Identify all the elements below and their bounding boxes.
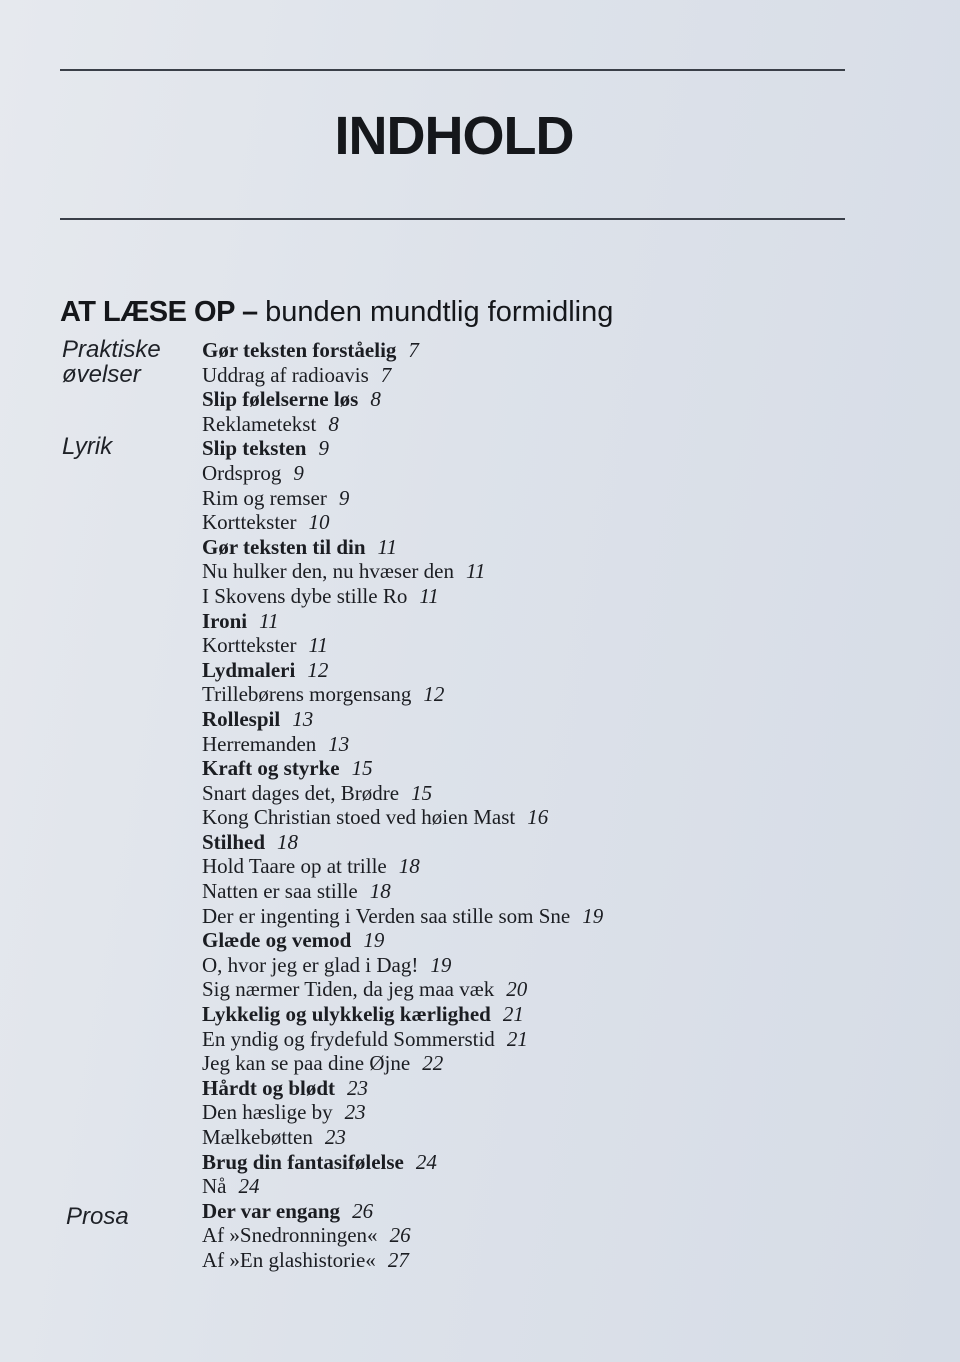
- toc-entry: [202, 977, 603, 1002]
- toc-entry: [202, 633, 603, 658]
- toc-entry-page-number: 21: [502, 1002, 524, 1027]
- toc-entry-title: Lydmaleri: [202, 657, 296, 682]
- toc-entry: [202, 682, 603, 707]
- toc-entry: [202, 535, 603, 560]
- toc-entry-title: Gør teksten til din: [202, 534, 366, 559]
- toc-entry: [202, 436, 603, 461]
- toc-entry-page-number: 9: [318, 436, 329, 461]
- toc-entry-page-number: 9: [338, 485, 350, 510]
- toc-entry: [202, 1002, 603, 1027]
- toc-entry-title: Mælkebøtten: [202, 1125, 313, 1149]
- toc-entry-page-number: 19: [430, 952, 452, 977]
- category-praktiske-line2: øvelser: [62, 361, 141, 388]
- toc-entry-page-number: 18: [277, 829, 299, 854]
- toc-entry-page-number: 11: [308, 633, 328, 658]
- toc-entry: [202, 854, 603, 879]
- toc-entry-title: Lykkelig og ulykkelig kærlighed: [202, 1002, 491, 1027]
- toc-entry-title: Ordsprog: [202, 460, 282, 485]
- section-heading-subtitle: bunden mundtlig formidling: [265, 296, 614, 328]
- toc-entry-page-number: 19: [582, 903, 604, 928]
- toc-entry-page-number: 18: [398, 854, 420, 879]
- toc-entry-page-number: 8: [328, 411, 339, 436]
- toc-entry: [202, 510, 603, 535]
- toc-entry-page-number: 23: [347, 1075, 369, 1100]
- toc-entry-page-number: 24: [238, 1174, 260, 1199]
- toc-entry-title: Ironi: [202, 608, 248, 633]
- toc-entry-title: Nå: [202, 1174, 227, 1199]
- toc-entry-page-number: 11: [465, 559, 486, 584]
- toc-entry-title: En yndig og frydefuld Sommerstid: [202, 1026, 495, 1051]
- toc-entry-title: Korttekster: [202, 633, 297, 658]
- toc-entry: [202, 387, 603, 412]
- toc-entry: [202, 904, 603, 929]
- toc-entry-title: Den hæslige by: [202, 1100, 333, 1125]
- toc-entry-page-number: 19: [363, 928, 385, 953]
- toc-entry-page-number: 22: [422, 1051, 444, 1076]
- toc-entry: [202, 1199, 603, 1224]
- toc-entry-title: Korttekster: [202, 510, 297, 535]
- toc-entry-page-number: 12: [423, 682, 445, 707]
- toc-entry-title: Hårdt og blødt: [202, 1075, 336, 1100]
- toc-entry: [202, 830, 603, 855]
- toc-entry-title: Stilhed: [202, 829, 266, 854]
- toc-entry-title: I Skovens dybe stille Ro: [202, 583, 408, 608]
- toc-entry-title: Snart dages det, Brødre: [202, 780, 400, 805]
- toc-entry: [202, 486, 603, 511]
- toc-entry: [202, 805, 603, 830]
- toc-entry: [202, 559, 603, 584]
- toc-entry-page-number: 24: [415, 1149, 437, 1174]
- toc-entry-title: Glæde og vemod: [202, 928, 352, 953]
- toc-entry: [202, 1174, 603, 1199]
- title-underline-rule: [60, 218, 845, 220]
- toc-entry-page-number: 11: [259, 608, 279, 633]
- toc-entry: [202, 1051, 603, 1076]
- toc-entry-title: Sig nærmer Tiden, da jeg maa væk: [202, 977, 495, 1002]
- toc-entry-title: Kraft og styrke: [202, 756, 340, 781]
- toc-entry-page-number: 16: [527, 805, 549, 830]
- toc-entry-title: Af »En glashistorie«: [202, 1247, 376, 1272]
- toc-entry-page-number: 18: [369, 879, 391, 904]
- toc-entries-list: [202, 338, 603, 1273]
- toc-entry: [202, 363, 603, 388]
- toc-entry-page-number: 26: [352, 1198, 374, 1223]
- toc-entry: [202, 781, 603, 806]
- toc-entry-title: Hold Taare op at trille: [202, 854, 387, 879]
- toc-entry: [202, 1100, 603, 1125]
- toc-entry-page-number: 9: [293, 460, 304, 485]
- section-heading: [60, 296, 613, 329]
- toc-entry: [202, 658, 603, 683]
- category-praktiske-ovelser: [62, 337, 202, 387]
- toc-entry-title: Nu hulker den, nu hvæser den: [202, 559, 454, 584]
- toc-entry: [202, 1076, 603, 1101]
- toc-entry: [202, 584, 603, 609]
- category-prosa: Prosa: [66, 1203, 129, 1230]
- toc-entry: [202, 756, 603, 781]
- toc-entry-page-number: 13: [328, 731, 350, 756]
- toc-entry: [202, 732, 603, 757]
- toc-entry: [202, 879, 603, 904]
- toc-entry-page-number: 11: [419, 583, 439, 608]
- toc-entry-title: Af »Snedronningen«: [202, 1223, 378, 1248]
- toc-entry: [202, 928, 603, 953]
- toc-entry: [202, 953, 603, 978]
- toc-entry-title: Rim og remser: [202, 485, 327, 510]
- toc-entry: [202, 338, 603, 363]
- section-heading-main: AT LÆSE OP: [60, 296, 235, 328]
- toc-entry-title: Herremanden: [202, 731, 317, 756]
- toc-entry-page-number: 23: [344, 1100, 366, 1125]
- toc-entry-page-number: 7: [408, 338, 419, 362]
- toc-entry-title: Der er ingenting i Verden saa stille som Sne: [202, 903, 571, 928]
- toc-entry-title: Reklametekst: [202, 411, 317, 436]
- toc-entry: [202, 1150, 603, 1175]
- toc-entry-page-number: 21: [506, 1026, 528, 1051]
- toc-entry-title: Der var engang: [202, 1198, 341, 1223]
- toc-entry-page-number: 15: [351, 756, 373, 781]
- toc-entry-page-number: 26: [389, 1223, 411, 1248]
- toc-entry-page-number: 20: [506, 977, 528, 1002]
- toc-entry: [202, 1125, 603, 1150]
- toc-entry-title: Jeg kan se paa dine Øjne: [202, 1051, 411, 1076]
- toc-entry-title: O, hvor jeg er glad i Dag!: [202, 952, 419, 977]
- toc-entry-page-number: 12: [307, 657, 329, 682]
- toc-entry-title: Kong Christian stoed ved høien Mast: [202, 805, 516, 830]
- category-lyrik: Lyrik: [62, 433, 113, 460]
- toc-entry-page-number: 10: [308, 510, 330, 535]
- toc-entry-title: Rollespil: [202, 706, 281, 731]
- toc-entry-title: Brug din fantasifølelse: [202, 1149, 404, 1174]
- toc-entry-title: Slip teksten: [202, 436, 307, 461]
- toc-entry-title: Uddrag af radioavis: [202, 362, 369, 387]
- toc-entry: [202, 1027, 603, 1052]
- toc-entry-page-number: 27: [387, 1247, 409, 1272]
- toc-entry-page-number: 13: [292, 706, 314, 731]
- toc-entry-title: Gør teksten forståelig: [202, 338, 397, 362]
- toc-entry: [202, 461, 603, 486]
- toc-entry: [202, 1223, 603, 1248]
- page-title: INDHOLD: [334, 106, 574, 166]
- toc-entry: [202, 412, 603, 437]
- toc-entry-title: Natten er saa stille: [202, 879, 358, 904]
- toc-entry-page-number: 7: [380, 362, 392, 387]
- category-praktiske-line1: Praktiske: [62, 336, 161, 363]
- toc-entry-page-number: 15: [411, 780, 433, 805]
- toc-entry-title: Slip følelserne løs: [202, 387, 359, 412]
- toc-entry-page-number: 8: [370, 387, 381, 412]
- toc-entry-title: Trillebørens morgensang: [202, 682, 412, 707]
- top-rule: [60, 69, 845, 71]
- toc-entry: [202, 1248, 603, 1273]
- toc-entry-page-number: 11: [377, 534, 397, 559]
- toc-entry: [202, 707, 603, 732]
- toc-entry-page-number: 23: [324, 1125, 346, 1149]
- section-heading-dash: –: [234, 296, 266, 328]
- toc-entry: [202, 609, 603, 634]
